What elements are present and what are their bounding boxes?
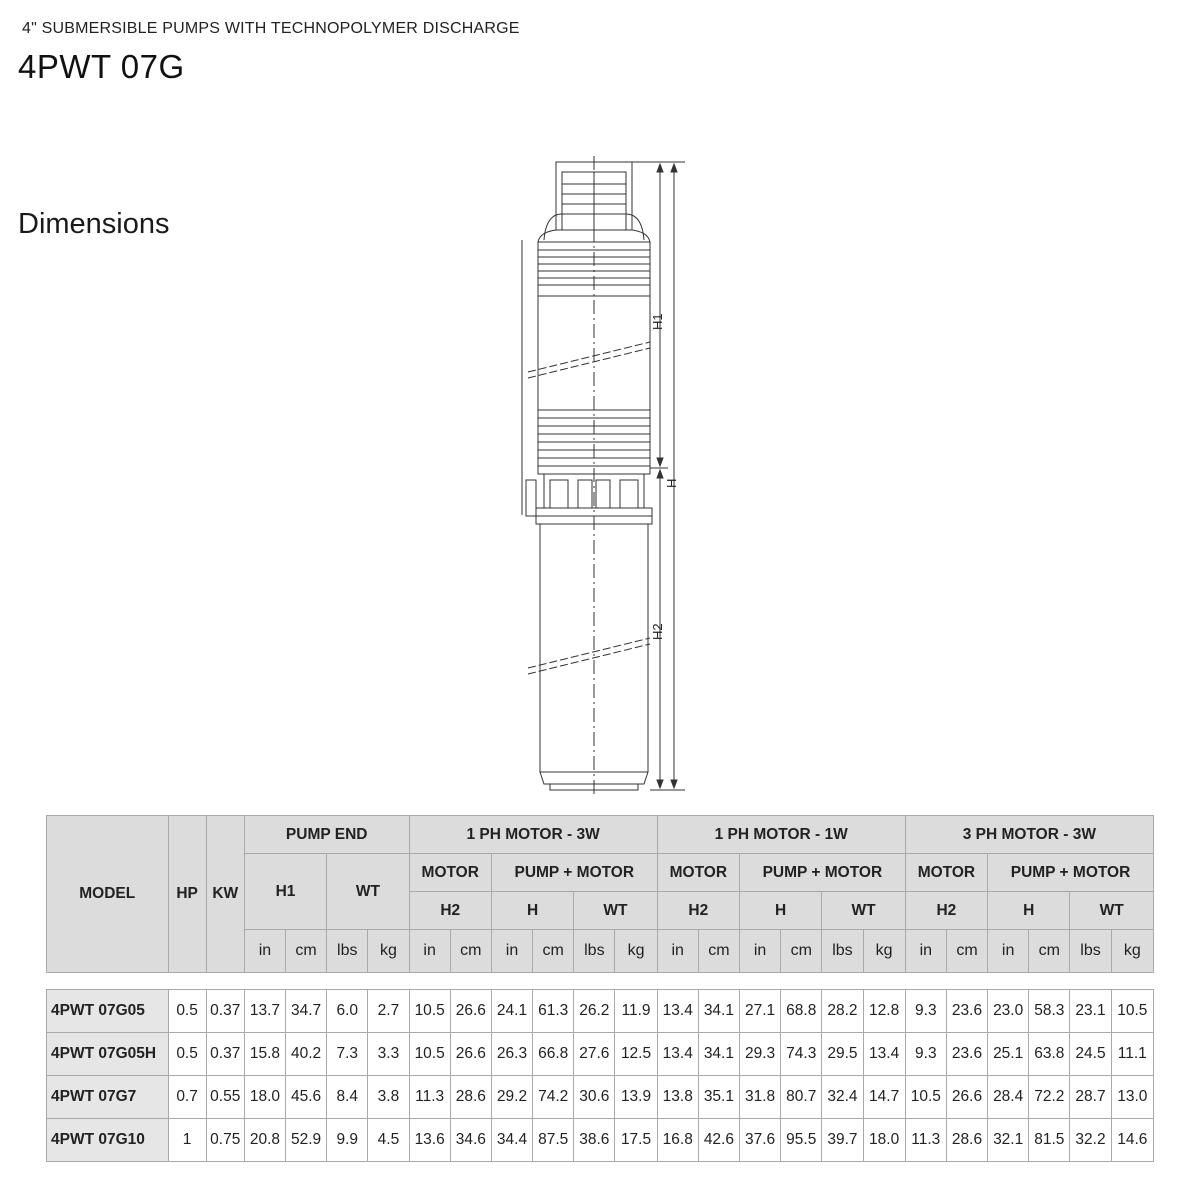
table-cell: 63.8 (1029, 1033, 1070, 1076)
table-cell: 32.2 (1070, 1119, 1111, 1162)
table-cell: 0.37 (206, 990, 244, 1033)
table-cell: 10.5 (905, 1076, 946, 1119)
table-cell: 26.3 (491, 1033, 532, 1076)
table-cell: 0.7 (168, 1076, 206, 1119)
model-cell: 4PWT 07G05 (47, 990, 169, 1033)
table-cell: 35.1 (698, 1076, 739, 1119)
header-3ph3w-motor: MOTOR (905, 854, 987, 892)
header-1ph1w-h: H (739, 892, 821, 930)
header-model: MODEL (47, 816, 169, 973)
table-cell: 6.0 (327, 990, 368, 1033)
table-cell: 26.6 (946, 1076, 987, 1119)
table-cell: 9.3 (905, 990, 946, 1033)
table-row (47, 1076, 1154, 1119)
table-cell: 12.5 (615, 1033, 657, 1076)
table-cell: 13.4 (657, 990, 698, 1033)
table-cell: 1 (168, 1119, 206, 1162)
table-cell: 80.7 (781, 1076, 822, 1119)
table-cell: 42.6 (698, 1119, 739, 1162)
header-1ph-motor-1w: 1 PH MOTOR - 1W (657, 816, 905, 854)
table-cell: 16.8 (657, 1119, 698, 1162)
header-pump-end: PUMP END (244, 816, 409, 854)
header-unit-cell: kg (863, 930, 905, 973)
table-cell: 24.1 (491, 990, 532, 1033)
header-unit-cell: in (905, 930, 946, 973)
table-cell: 8.4 (327, 1076, 368, 1119)
table-cell: 30.6 (574, 1076, 615, 1119)
table-cell: 23.6 (946, 1033, 987, 1076)
table-cell: 13.4 (863, 1033, 905, 1076)
header-unit-cell: in (657, 930, 698, 973)
dimensions-table (46, 815, 1154, 1162)
model-cell: 4PWT 07G7 (47, 1076, 169, 1119)
table-cell: 13.9 (615, 1076, 657, 1119)
table-cell: 37.6 (739, 1119, 780, 1162)
table-cell: 29.3 (739, 1033, 780, 1076)
table-cell: 13.0 (1111, 1076, 1153, 1119)
table-cell: 28.2 (822, 990, 863, 1033)
table-cell: 0.55 (206, 1076, 244, 1119)
header-1ph3w-motor: MOTOR (409, 854, 491, 892)
table-cell: 17.5 (615, 1119, 657, 1162)
table-cell: 10.5 (1111, 990, 1153, 1033)
header-unit-cell: lbs (822, 930, 863, 973)
dimension-label-h2: H2 (650, 623, 665, 640)
table-cell: 34.4 (491, 1119, 532, 1162)
header-unit-cell: cm (286, 930, 327, 973)
table-cell: 26.6 (450, 990, 491, 1033)
table-cell: 23.0 (988, 990, 1029, 1033)
table-cell: 23.1 (1070, 990, 1111, 1033)
table-cell: 2.7 (368, 990, 409, 1033)
table-cell: 11.9 (615, 990, 657, 1033)
dimension-label-h: H (664, 478, 679, 488)
table-cell: 39.7 (822, 1119, 863, 1162)
table-cell: 72.2 (1029, 1076, 1070, 1119)
table-cell: 14.6 (1111, 1119, 1153, 1162)
table-cell: 61.3 (533, 990, 574, 1033)
table-cell: 10.5 (409, 1033, 450, 1076)
table-cell: 18.0 (863, 1119, 905, 1162)
table-cell: 13.8 (657, 1076, 698, 1119)
header-unit-cell: in (739, 930, 780, 973)
table-cell: 68.8 (781, 990, 822, 1033)
table-cell: 58.3 (1029, 990, 1070, 1033)
table-cell: 74.2 (533, 1076, 574, 1119)
header-kw: KW (206, 816, 244, 973)
header-3ph3w-wt: WT (1070, 892, 1154, 930)
header-1ph-motor-3w: 1 PH MOTOR - 3W (409, 816, 657, 854)
header-1ph3w-pump-motor: PUMP + MOTOR (491, 854, 657, 892)
header-hp: HP (168, 816, 206, 973)
header-3ph-motor-3w: 3 PH MOTOR - 3W (905, 816, 1153, 854)
table-cell: 40.2 (286, 1033, 327, 1076)
table-cell: 4.5 (368, 1119, 409, 1162)
dimension-label-h1: H1 (650, 313, 665, 330)
header-unit-cell: cm (946, 930, 987, 973)
header-unit-cell: in (491, 930, 532, 973)
table-cell: 81.5 (1029, 1119, 1070, 1162)
table-cell: 26.6 (450, 1033, 491, 1076)
table-cell: 13.6 (409, 1119, 450, 1162)
table-cell: 3.3 (368, 1033, 409, 1076)
header-unit-cell: cm (1029, 930, 1070, 973)
table-cell: 10.5 (409, 990, 450, 1033)
table-cell: 20.8 (244, 1119, 285, 1162)
table-cell: 31.8 (739, 1076, 780, 1119)
table-cell: 66.8 (533, 1033, 574, 1076)
header-unit-cell: in (409, 930, 450, 973)
table-cell: 28.4 (988, 1076, 1029, 1119)
header-unit-cell: kg (1111, 930, 1153, 973)
header-3ph3w-pump-motor: PUMP + MOTOR (988, 854, 1154, 892)
header-1ph3w-wt: WT (574, 892, 657, 930)
table-cell: 23.6 (946, 990, 987, 1033)
table-cell: 9.9 (327, 1119, 368, 1162)
header-pump-end-h1: H1 (244, 854, 326, 930)
table-cell: 38.6 (574, 1119, 615, 1162)
table-cell: 13.7 (244, 990, 285, 1033)
header-unit-cell: lbs (1070, 930, 1111, 973)
table-cell: 7.3 (327, 1033, 368, 1076)
table-cell: 45.6 (286, 1076, 327, 1119)
header-unit-cell: kg (368, 930, 409, 973)
header-pump-end-wt: WT (327, 854, 409, 930)
table-cell: 11.1 (1111, 1033, 1153, 1076)
table-cell: 27.6 (574, 1033, 615, 1076)
table-cell: 95.5 (781, 1119, 822, 1162)
table-cell: 0.5 (168, 1033, 206, 1076)
table-cell: 3.8 (368, 1076, 409, 1119)
header-unit-cell: in (244, 930, 285, 973)
table-spacer-row (47, 973, 1154, 990)
table-cell: 0.37 (206, 1033, 244, 1076)
table-cell: 34.7 (286, 990, 327, 1033)
header-1ph3w-h2: H2 (409, 892, 491, 930)
header-unit-cell: cm (698, 930, 739, 973)
table-cell: 0.5 (168, 990, 206, 1033)
header-1ph1w-h2: H2 (657, 892, 739, 930)
pump-dimension-drawing (500, 150, 700, 800)
table-cell: 52.9 (286, 1119, 327, 1162)
header-unit-cell: lbs (327, 930, 368, 973)
table-cell: 28.7 (1070, 1076, 1111, 1119)
table-cell: 34.6 (450, 1119, 491, 1162)
table-cell: 25.1 (988, 1033, 1029, 1076)
header-unit-cell: cm (533, 930, 574, 973)
table-cell: 29.2 (491, 1076, 532, 1119)
table-row (47, 1033, 1154, 1076)
table-cell: 32.1 (988, 1119, 1029, 1162)
table-row (47, 1119, 1154, 1162)
table-cell: 24.5 (1070, 1033, 1111, 1076)
header-unit-cell: kg (615, 930, 657, 973)
table-cell: 15.8 (244, 1033, 285, 1076)
table-cell: 13.4 (657, 1033, 698, 1076)
header-unit-cell: lbs (574, 930, 615, 973)
table-cell: 28.6 (450, 1076, 491, 1119)
header-unit-cell: in (988, 930, 1029, 973)
header-1ph3w-h: H (491, 892, 573, 930)
table-cell: 12.8 (863, 990, 905, 1033)
model-cell: 4PWT 07G10 (47, 1119, 169, 1162)
table-cell: 87.5 (533, 1119, 574, 1162)
table-cell: 28.6 (946, 1119, 987, 1162)
table-cell: 9.3 (905, 1033, 946, 1076)
table-cell: 29.5 (822, 1033, 863, 1076)
table-cell: 14.7 (863, 1076, 905, 1119)
model-cell: 4PWT 07G05H (47, 1033, 169, 1076)
pump-drawing-svg (500, 150, 700, 800)
page-subtitle: 4" SUBMERSIBLE PUMPS WITH TECHNOPOLYMER DISCHARGE (22, 20, 520, 37)
header-unit-cell: cm (781, 930, 822, 973)
table-cell: 11.3 (409, 1076, 450, 1119)
header-unit-cell: cm (450, 930, 491, 973)
table-cell: 0.75 (206, 1119, 244, 1162)
header-1ph1w-pump-motor: PUMP + MOTOR (739, 854, 905, 892)
dimensions-table-body (47, 973, 1154, 1162)
section-title-dimensions: Dimensions (18, 208, 170, 240)
table-cell: 27.1 (739, 990, 780, 1033)
table-cell: 18.0 (244, 1076, 285, 1119)
header-1ph1w-motor: MOTOR (657, 854, 739, 892)
header-3ph3w-h2: H2 (905, 892, 987, 930)
header-3ph3w-h: H (988, 892, 1070, 930)
table-cell: 34.1 (698, 1033, 739, 1076)
table-row (47, 990, 1154, 1033)
page-title: 4PWT 07G (18, 48, 185, 85)
table-cell: 74.3 (781, 1033, 822, 1076)
table-cell: 11.3 (905, 1119, 946, 1162)
table-cell: 32.4 (822, 1076, 863, 1119)
table-cell: 34.1 (698, 990, 739, 1033)
header-1ph1w-wt: WT (822, 892, 905, 930)
table-cell: 26.2 (574, 990, 615, 1033)
